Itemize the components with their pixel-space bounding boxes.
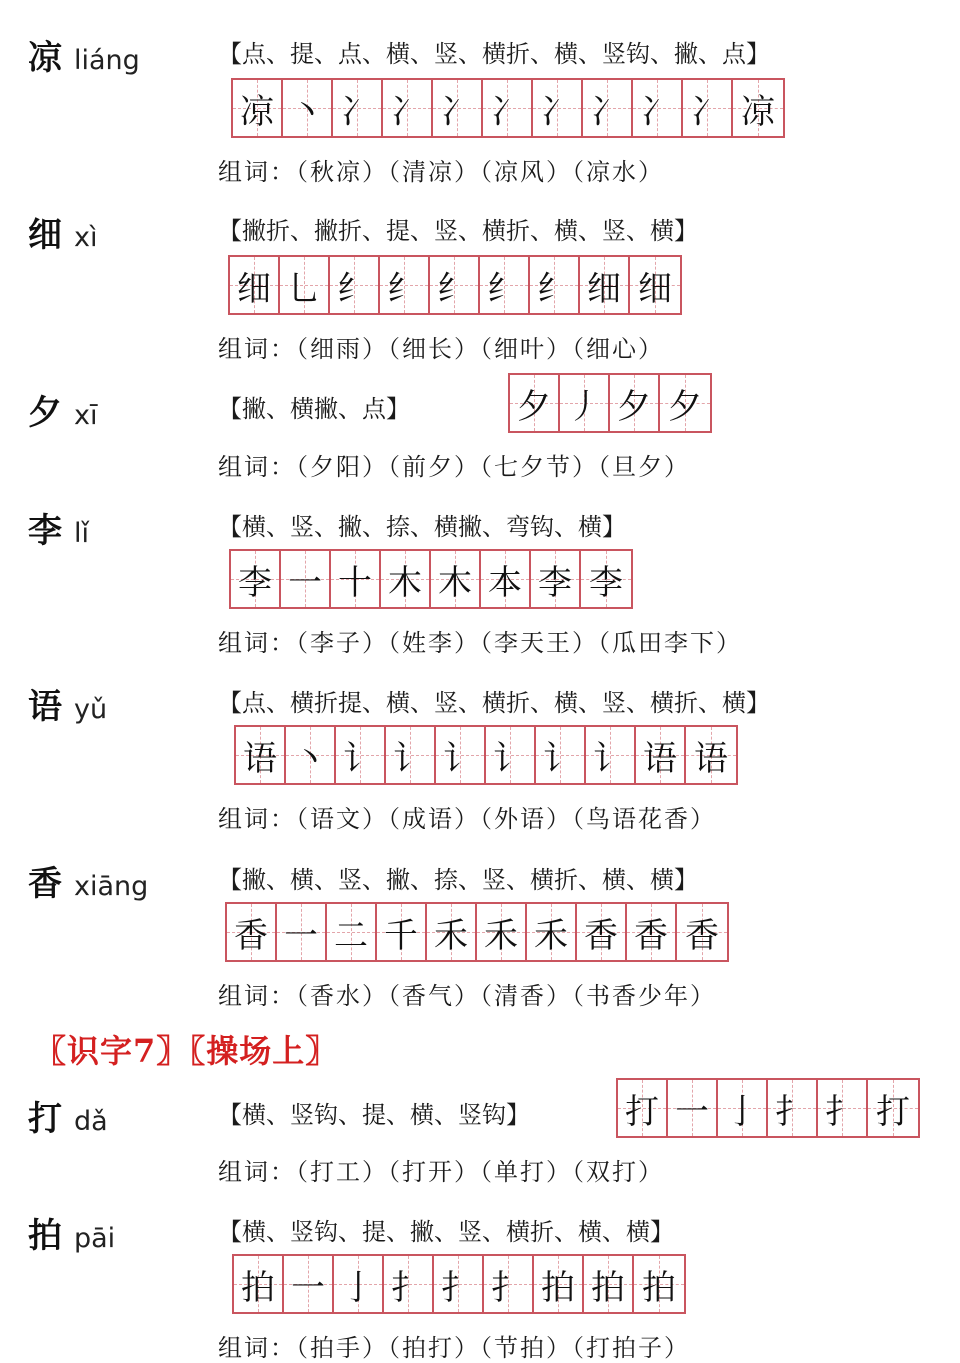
grid-cell: 冫 xyxy=(483,80,533,136)
lesson-section-title: 〖识字7〗〖操场上〗 xyxy=(34,1032,339,1070)
character: 香 xyxy=(28,864,62,904)
stroke-grid xyxy=(234,725,738,785)
grid-cell: 冫 xyxy=(383,80,433,136)
grid-cell: 讠 xyxy=(486,727,536,783)
grid-cell: 讠 xyxy=(386,727,436,783)
grid-cell: 亅 xyxy=(334,1256,384,1312)
word-examples: 组词：（夕阳）（前夕）（七夕节）（旦夕） xyxy=(218,453,690,481)
grid-cell: 细 xyxy=(580,257,630,313)
grid-cell: 讠 xyxy=(436,727,486,783)
character: 细 xyxy=(28,215,62,255)
grid-cell: 禾 xyxy=(527,904,577,960)
stroke-grid xyxy=(229,549,633,609)
character: 凉 xyxy=(28,38,62,78)
grid-cell: 十 xyxy=(331,551,381,607)
word-examples: 组词：（细雨）（细长）（细叶）（细心） xyxy=(218,335,664,363)
grid-cell: 讠 xyxy=(336,727,386,783)
grid-cell: 语 xyxy=(686,727,736,783)
grid-cell: 丶 xyxy=(283,80,333,136)
stroke-order: 【点、提、点、横、竖、横折、横、竖钩、撇、点】 xyxy=(218,40,770,68)
grid-cell: 冫 xyxy=(433,80,483,136)
stroke-grid xyxy=(225,902,729,962)
grid-cell: 拍 xyxy=(534,1256,584,1312)
grid-cell: 禾 xyxy=(477,904,527,960)
character: 打 xyxy=(28,1099,62,1139)
grid-cell: 木 xyxy=(431,551,481,607)
word-examples: 组词：（香水）（香气）（清香）（书香少年） xyxy=(218,982,716,1010)
grid-cell: 拍 xyxy=(634,1256,684,1312)
stroke-order: 【点、横折提、横、竖、横折、横、竖、横折、横】 xyxy=(218,689,770,717)
pinyin: liáng xyxy=(74,45,140,76)
stroke-grid xyxy=(231,78,785,138)
char-heading xyxy=(28,385,97,434)
stroke-grid xyxy=(508,373,712,433)
grid-cell: 扌 xyxy=(484,1256,534,1312)
grid-cell: 打 xyxy=(868,1080,918,1136)
grid-cell: 冫 xyxy=(683,80,733,136)
grid-cell: 语 xyxy=(636,727,686,783)
character: 语 xyxy=(28,687,62,727)
grid-cell: 讠 xyxy=(536,727,586,783)
grid-cell: 语 xyxy=(236,727,286,783)
character: 李 xyxy=(28,511,62,551)
grid-cell: 亅 xyxy=(718,1080,768,1136)
grid-cell: 香 xyxy=(677,904,727,960)
grid-cell: 纟 xyxy=(330,257,380,313)
grid-cell: 拍 xyxy=(584,1256,634,1312)
grid-cell: 李 xyxy=(531,551,581,607)
grid-cell: 纟 xyxy=(480,257,530,313)
word-examples: 组词：（打工）（打开）（单打）（双打） xyxy=(218,1158,664,1186)
stroke-order: 【撇、横撇、点】 xyxy=(218,395,410,423)
grid-cell: 一 xyxy=(284,1256,334,1312)
char-heading xyxy=(28,856,148,905)
grid-cell: 夕 xyxy=(510,375,560,431)
grid-cell: 香 xyxy=(627,904,677,960)
grid-cell: 禾 xyxy=(427,904,477,960)
grid-cell: 打 xyxy=(618,1080,668,1136)
grid-cell: 千 xyxy=(377,904,427,960)
stroke-grid xyxy=(232,1254,686,1314)
grid-cell: 一 xyxy=(668,1080,718,1136)
grid-cell: 木 xyxy=(381,551,431,607)
stroke-order: 【撇、横、竖、撇、捺、竖、横折、横、横】 xyxy=(218,866,698,894)
grid-cell: 细 xyxy=(230,257,280,313)
stroke-grid xyxy=(616,1078,920,1138)
grid-cell: 夕 xyxy=(660,375,710,431)
grid-cell: 扌 xyxy=(768,1080,818,1136)
character: 夕 xyxy=(28,393,62,433)
pinyin: yǔ xyxy=(74,694,108,725)
grid-cell: 香 xyxy=(577,904,627,960)
grid-cell: 冫 xyxy=(533,80,583,136)
char-heading xyxy=(28,679,107,728)
grid-cell: 扌 xyxy=(434,1256,484,1312)
stroke-order: 【横、竖、撇、捺、横撇、弯钩、横】 xyxy=(218,513,626,541)
grid-cell: 一 xyxy=(281,551,331,607)
word-examples: 组词：（秋凉）（清凉）（凉风）（凉水） xyxy=(218,158,664,186)
stroke-order: 【撇折、撇折、提、竖、横折、横、竖、横】 xyxy=(218,217,698,245)
pinyin: xiāng xyxy=(74,871,149,902)
grid-cell: 夕 xyxy=(610,375,660,431)
grid-cell: 李 xyxy=(231,551,281,607)
pinyin: dǎ xyxy=(74,1106,108,1137)
char-heading xyxy=(28,30,140,79)
char-heading xyxy=(28,1208,115,1257)
grid-cell: 细 xyxy=(630,257,680,313)
grid-cell: 拍 xyxy=(234,1256,284,1312)
grid-cell: 李 xyxy=(581,551,631,607)
stroke-order: 【横、竖钩、提、撇、竖、横折、横、横】 xyxy=(218,1218,674,1246)
character: 拍 xyxy=(28,1216,62,1256)
grid-cell: 冫 xyxy=(633,80,683,136)
grid-cell: 二 xyxy=(327,904,377,960)
grid-cell: 丶 xyxy=(286,727,336,783)
grid-cell: 香 xyxy=(227,904,277,960)
stroke-order: 【横、竖钩、提、横、竖钩】 xyxy=(218,1101,530,1129)
pinyin: lǐ xyxy=(74,518,90,549)
grid-cell: 凉 xyxy=(733,80,783,136)
grid-cell: 纟 xyxy=(530,257,580,313)
grid-cell: 凉 xyxy=(233,80,283,136)
grid-cell: 本 xyxy=(481,551,531,607)
char-heading xyxy=(28,207,97,256)
grid-cell: 纟 xyxy=(380,257,430,313)
pinyin: xī xyxy=(74,400,98,431)
char-heading xyxy=(28,503,89,552)
grid-cell: 扌 xyxy=(384,1256,434,1312)
grid-cell: 丿 xyxy=(560,375,610,431)
grid-cell: 乚 xyxy=(280,257,330,313)
stroke-grid xyxy=(228,255,682,315)
grid-cell: 冫 xyxy=(333,80,383,136)
grid-cell: 讠 xyxy=(586,727,636,783)
word-examples: 组词：（李子）（姓李）（李天王）（瓜田李下） xyxy=(218,629,742,657)
pinyin: xì xyxy=(74,222,98,253)
char-heading xyxy=(28,1091,108,1140)
grid-cell: 扌 xyxy=(818,1080,868,1136)
grid-cell: 纟 xyxy=(430,257,480,313)
grid-cell: 冫 xyxy=(583,80,633,136)
grid-cell: 一 xyxy=(277,904,327,960)
word-examples: 组词：（语文）（成语）（外语）（鸟语花香） xyxy=(218,805,716,833)
word-examples: 组词：（拍手）（拍打）（节拍）（打拍子） xyxy=(218,1334,690,1362)
pinyin: pāi xyxy=(74,1223,116,1254)
